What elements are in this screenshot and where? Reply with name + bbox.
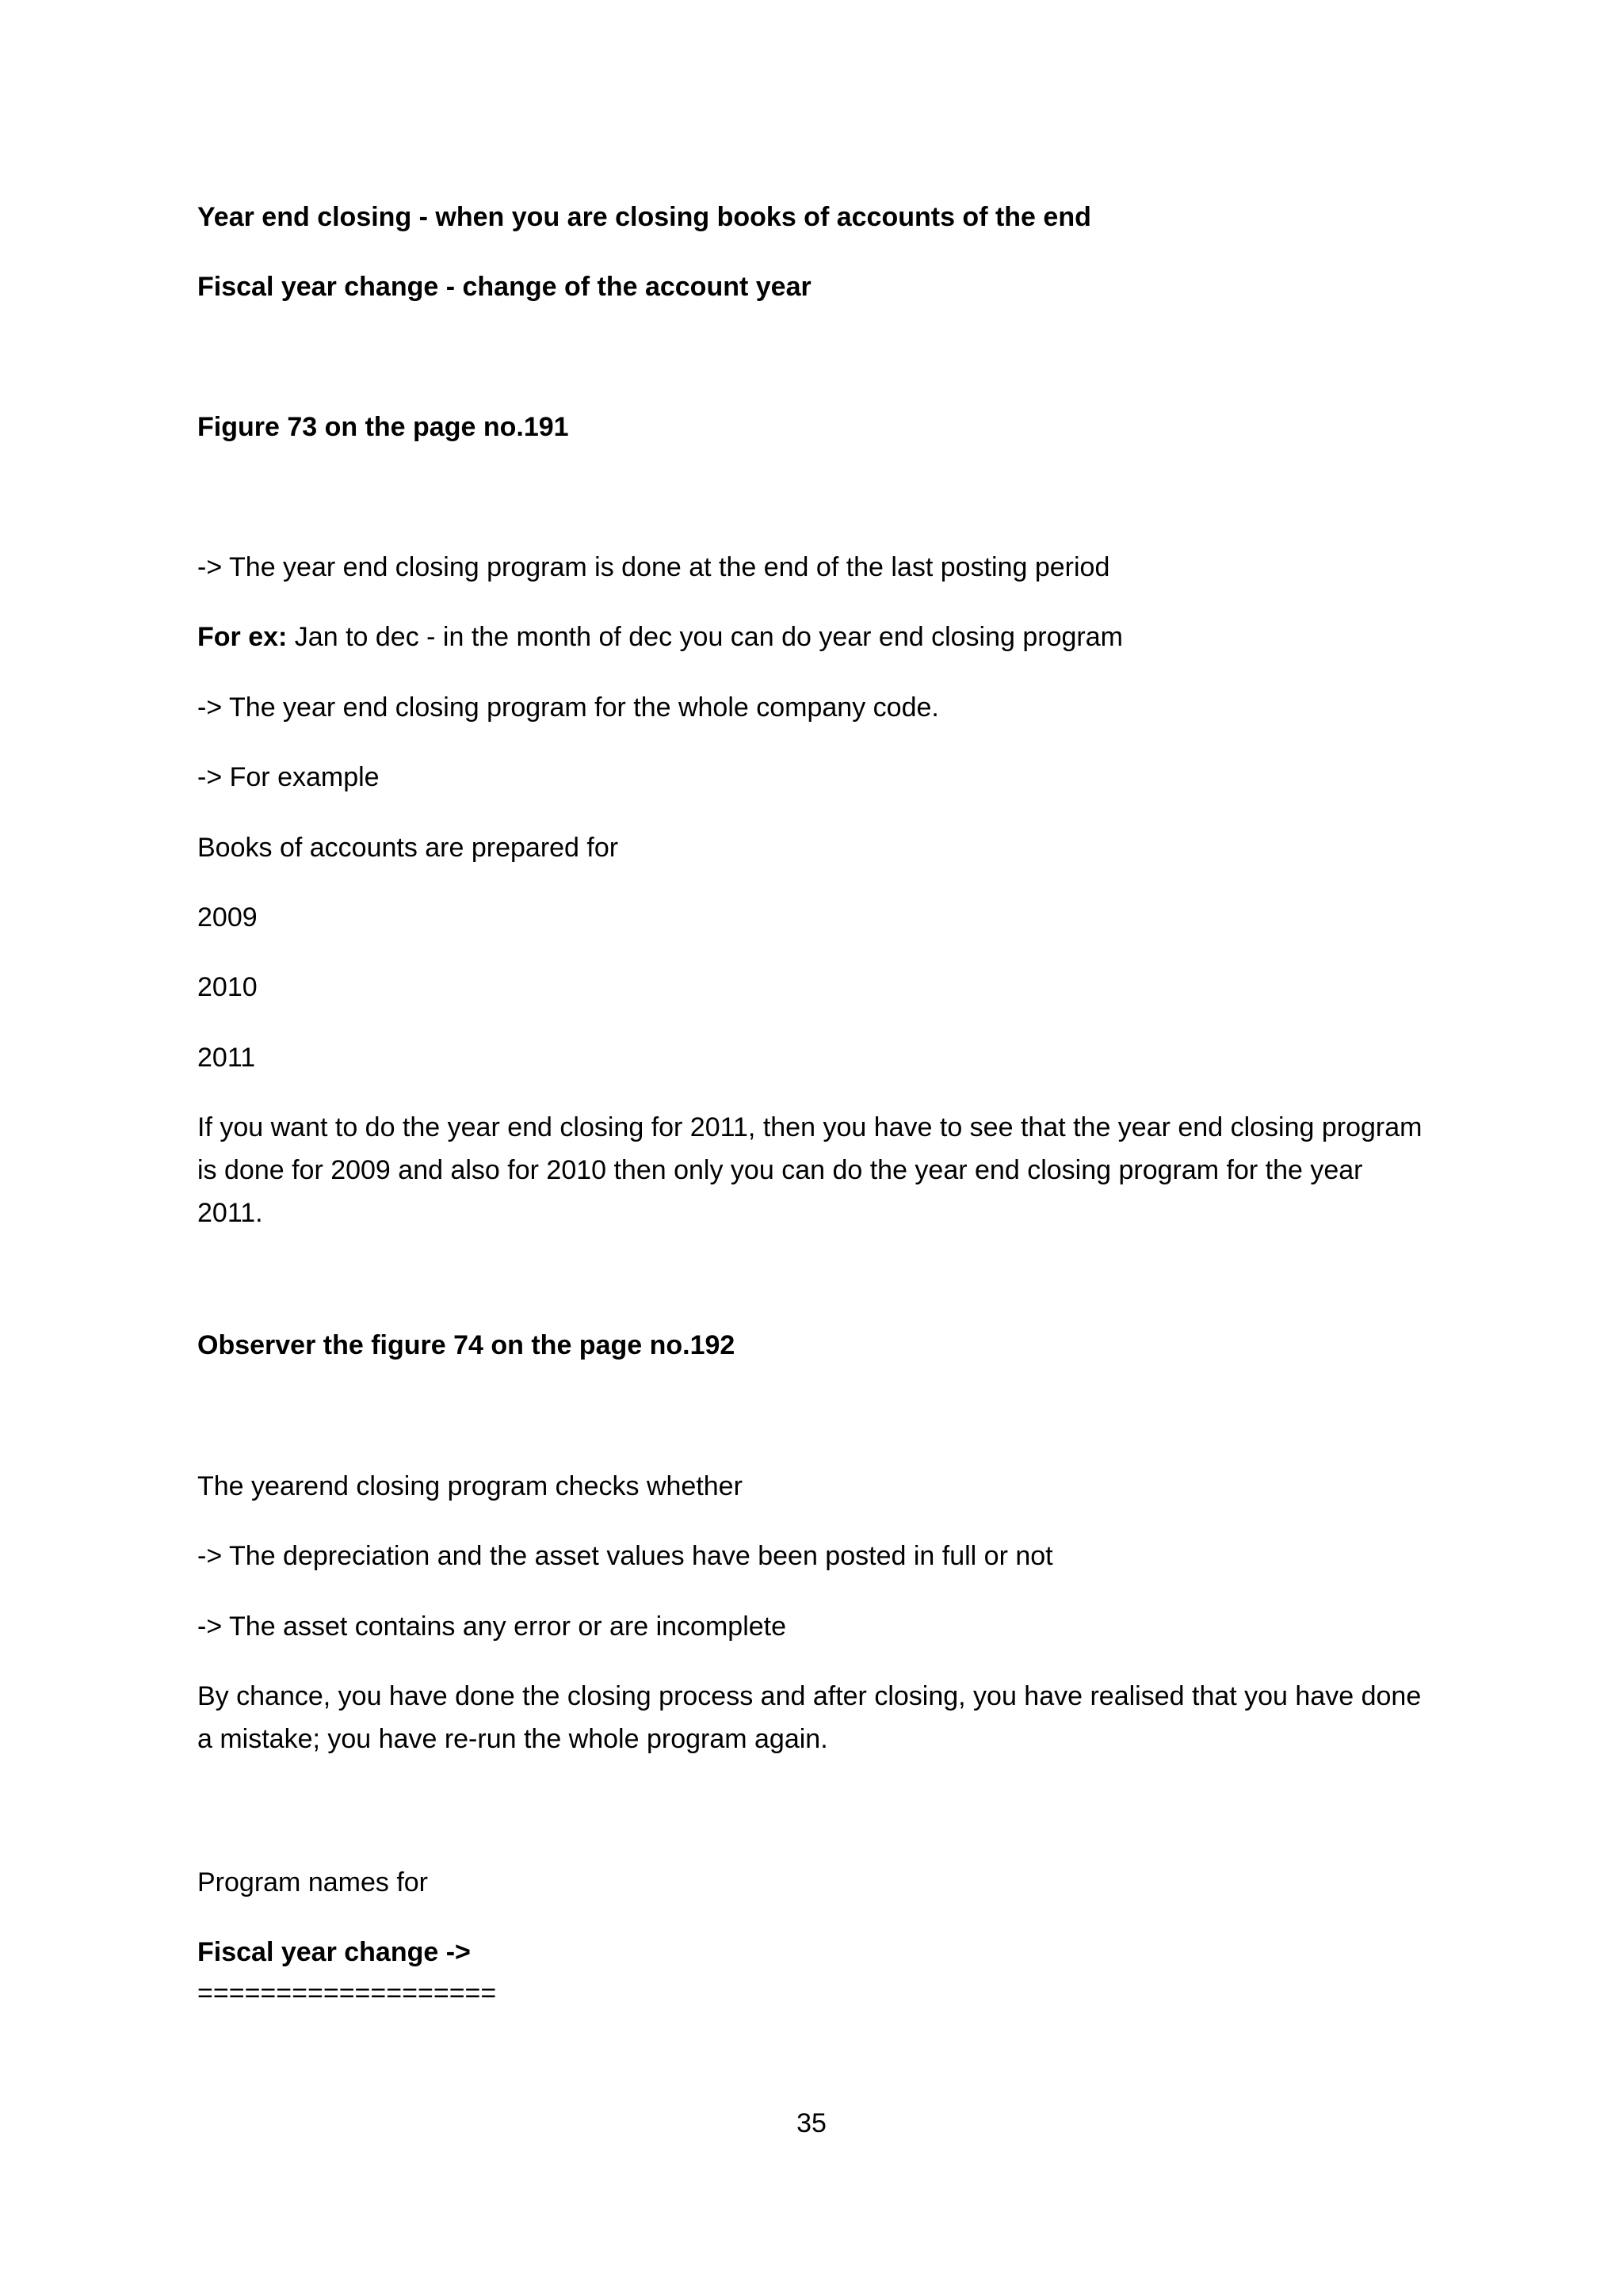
heading-figure-74: Observer the figure 74 on the page no.192 (197, 1330, 735, 1360)
text-line: -> The asset contains any error or are incomplete (197, 1611, 787, 1642)
year-item: 2011 (197, 1043, 256, 1073)
example-label: For ex: (197, 622, 288, 652)
paragraph-rerun: By chance, you have done the closing process and after closing, you have realised that you have done a mistake; you have re-run the whole program again. (197, 1681, 1422, 1754)
fiscal-year-change-label: Fiscal year change -> (197, 1937, 471, 1967)
year-item: 2010 (197, 972, 258, 1002)
text-line: -> The year end closing program for the whole company code. (197, 692, 939, 723)
page-number: 35 (796, 2108, 827, 2138)
text-line: -> For example (197, 762, 380, 792)
heading-figure-73: Figure 73 on the page no.191 (197, 412, 569, 442)
paragraph-year-end-2011: If you want to do the year end closing for 2011, then you have to see that the year end closing program is done for 2009 and also for 2010 then only you can do the year end closing program for the year 2011. (197, 1112, 1423, 1228)
text-line: -> The year end closing program is done at the end of the last posting period (197, 552, 1110, 582)
equals-rule: =================== (197, 1978, 497, 2008)
text-line: -> The depreciation and the asset values have been posted in full or not (197, 1541, 1053, 1571)
text-line: The yearend closing program checks whether (197, 1471, 743, 1501)
heading-year-end-closing: Year end closing - when you are closing books of accounts of the end (197, 202, 1091, 232)
example-text: Jan to dec - in the month of dec you can do year end closing program (287, 622, 1123, 652)
text-line: Program names for (197, 1867, 428, 1897)
text-line: Books of accounts are prepared for (197, 833, 619, 863)
example-line (197, 616, 1123, 658)
year-item: 2009 (197, 902, 258, 933)
heading-fiscal-year-change: Fiscal year change - change of the account year (197, 272, 812, 302)
